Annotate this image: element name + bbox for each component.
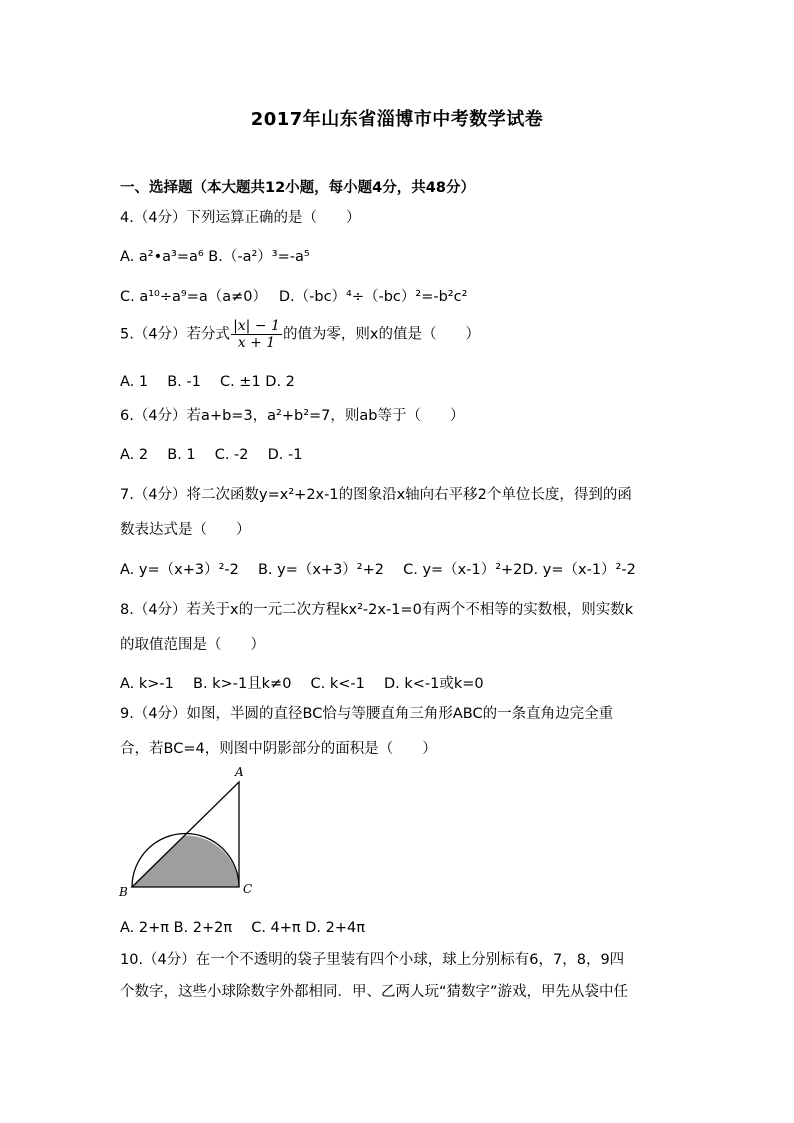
q9-geometry-figure bbox=[112, 762, 262, 900]
q5-stem bbox=[120, 318, 680, 351]
shaded-region bbox=[132, 836, 239, 888]
q7-options: A. y=（x+3）²-2 B. y=（x+3）²+2 C. y=（x-1）²+2D. y=（x-1）²-2 bbox=[120, 562, 636, 578]
q8-stem-line1: 8.（4分）若关于x的一元二次方程kx²-2x-1=0有两个不相等的实数根，则实数k bbox=[120, 602, 634, 618]
q5-suffix: 的值为零，则x的值是（ ） bbox=[282, 326, 481, 343]
vertex-label-b: B bbox=[119, 885, 128, 899]
vertex-label-c: C bbox=[243, 882, 253, 896]
q5-options: A. 1 B. -1 C. ±1 D. 2 bbox=[120, 374, 295, 390]
q4-options-cd: C. a¹⁰÷a⁹=a（a≠0） D.（-bc）⁴÷（-bc）²=-b²c² bbox=[120, 289, 468, 305]
section-heading: 一、选择题（本大题共12小题，每小题4分，共48分） bbox=[120, 180, 475, 196]
q4-options-ab: A. a²•a³=a⁶ B.（-a²）³=-a⁵ bbox=[120, 249, 310, 265]
fraction-denominator: x + 1 bbox=[237, 335, 276, 351]
q10-stem-line1: 10.（4分）在一个不透明的袋子里装有四个小球，球上分别标有6，7，8，9四 bbox=[120, 952, 625, 968]
q5-prefix: 5.（4分）若分式 bbox=[120, 326, 231, 343]
q7-stem-line1: 7.（4分）将二次函数y=x²+2x-1的图象沿x轴向右平移2个单位长度，得到的函 bbox=[120, 487, 632, 503]
q8-stem-line2: 的取值范围是（ ） bbox=[120, 637, 265, 653]
page-title: 2017年山东省淄博市中考数学试卷 bbox=[250, 109, 544, 130]
q9-options: A. 2+π B. 2+2π C. 4+π D. 2+4π bbox=[120, 920, 365, 936]
q5-fraction bbox=[231, 318, 282, 351]
q9-stem-line1: 9.（4分）如图，半圆的直径BC恰与等腰直角三角形ABC的一条直角边完全重 bbox=[120, 706, 614, 722]
q4-stem: 4.（4分）下列运算正确的是（ ） bbox=[120, 210, 361, 226]
q6-stem: 6.（4分）若a+b=3，a²+b²=7，则ab等于（ ） bbox=[120, 408, 465, 424]
q7-stem-line2: 数表达式是（ ） bbox=[120, 522, 251, 538]
q8-options: A. k>-1 B. k>-1且k≠0 C. k<-1 D. k<-1或k=0 bbox=[120, 676, 484, 692]
q10-stem-line2: 个数字，这些小球除数字外都相同．甲、乙两人玩“猜数字”游戏，甲先从袋中任 bbox=[120, 984, 629, 1000]
fraction-numerator: |x| − 1 bbox=[233, 318, 280, 334]
q6-options: A. 2 B. 1 C. -2 D. -1 bbox=[120, 447, 303, 463]
q9-stem-line2: 合，若BC=4，则图中阴影部分的面积是（ ） bbox=[120, 741, 437, 757]
vertex-label-a: A bbox=[235, 765, 244, 779]
